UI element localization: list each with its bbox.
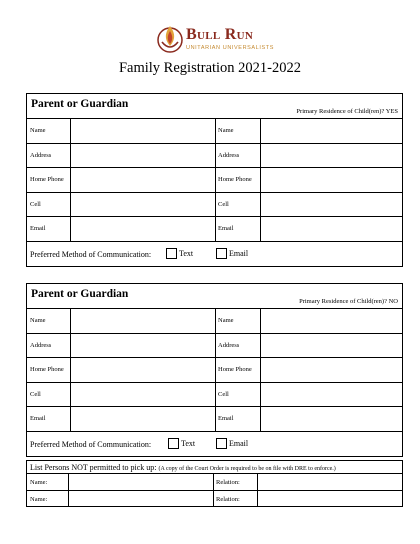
text-checkbox[interactable] [168,438,179,449]
logo-name: Bull Run [186,26,254,43]
pickup-note: (A copy of the Court Order is required to be on file with DRE to enforce.) [158,466,336,472]
email-option-label: Email [229,248,249,258]
email-checkbox[interactable] [216,248,227,259]
logo [156,22,274,58]
logo-subtitle: UNITARIAN UNIVERSALISTS [186,45,274,51]
communication-preference [27,242,402,266]
guardian-section-2 [26,283,403,457]
field-label: Home Phone [30,366,64,373]
field-label: Address [30,341,52,349]
field-label: Name [218,127,234,134]
preference-label: Preferred Method of Communication: [30,439,152,449]
residence-note: Primary Residence of Child(ren)? NO [299,298,398,305]
field-label: Home Phone [30,176,64,183]
guardian-section-1 [26,93,403,267]
residence-note: Primary Residence of Child(ren)? YES [296,108,398,115]
pickup-header [27,461,402,474]
pickup-restrictions [26,460,403,507]
preference-label: Preferred Method of Communication: [30,249,152,259]
form-row-address [27,334,402,359]
text-checkbox[interactable] [166,248,177,259]
section-heading: Parent or Guardian [31,98,129,110]
form-row-email [27,217,402,242]
field-label: Cell [218,390,229,398]
field-label: Cell [30,200,41,208]
pickup-heading: List Persons NOT permitted to pick up: [30,463,157,472]
pickup-row [27,491,402,507]
field-label: Address [30,151,52,159]
flame-chalice-icon [156,22,184,54]
form-row-name [27,119,402,144]
section-header [27,284,402,309]
text-option-label: Text [181,438,196,448]
field-label: Address [218,151,240,159]
field-label: Relation: [216,479,240,486]
field-label: Email [30,225,46,232]
form-row-cell [27,383,402,408]
section-header [27,94,402,119]
field-label: Home Phone [218,366,252,373]
text-option-label: Text [179,248,194,258]
field-label: Home Phone [218,176,252,183]
field-label: Name: [30,495,48,503]
pickup-row [27,474,402,491]
field-label: Name [30,317,46,324]
field-label: Address [218,341,240,349]
communication-preference [27,432,402,456]
field-label: Name [30,127,46,134]
email-option-label: Email [229,438,249,448]
form-row-address [27,144,402,169]
field-label: Name [218,317,234,324]
field-label: Email [218,415,234,422]
form-row-home-phone [27,168,402,193]
page-title: Family Registration 2021-2022 [118,60,302,76]
form-row-home-phone [27,358,402,383]
field-label: Cell [30,390,41,398]
form-row-name [27,309,402,334]
form-row-cell [27,193,402,218]
field-label: Name: [30,479,48,486]
form-row-email [27,407,402,432]
field-label: Cell [218,200,229,208]
field-label: Relation: [216,495,240,503]
email-checkbox[interactable] [216,438,227,449]
section-heading: Parent or Guardian [31,288,129,300]
field-label: Email [218,225,234,232]
field-label: Email [30,415,46,422]
